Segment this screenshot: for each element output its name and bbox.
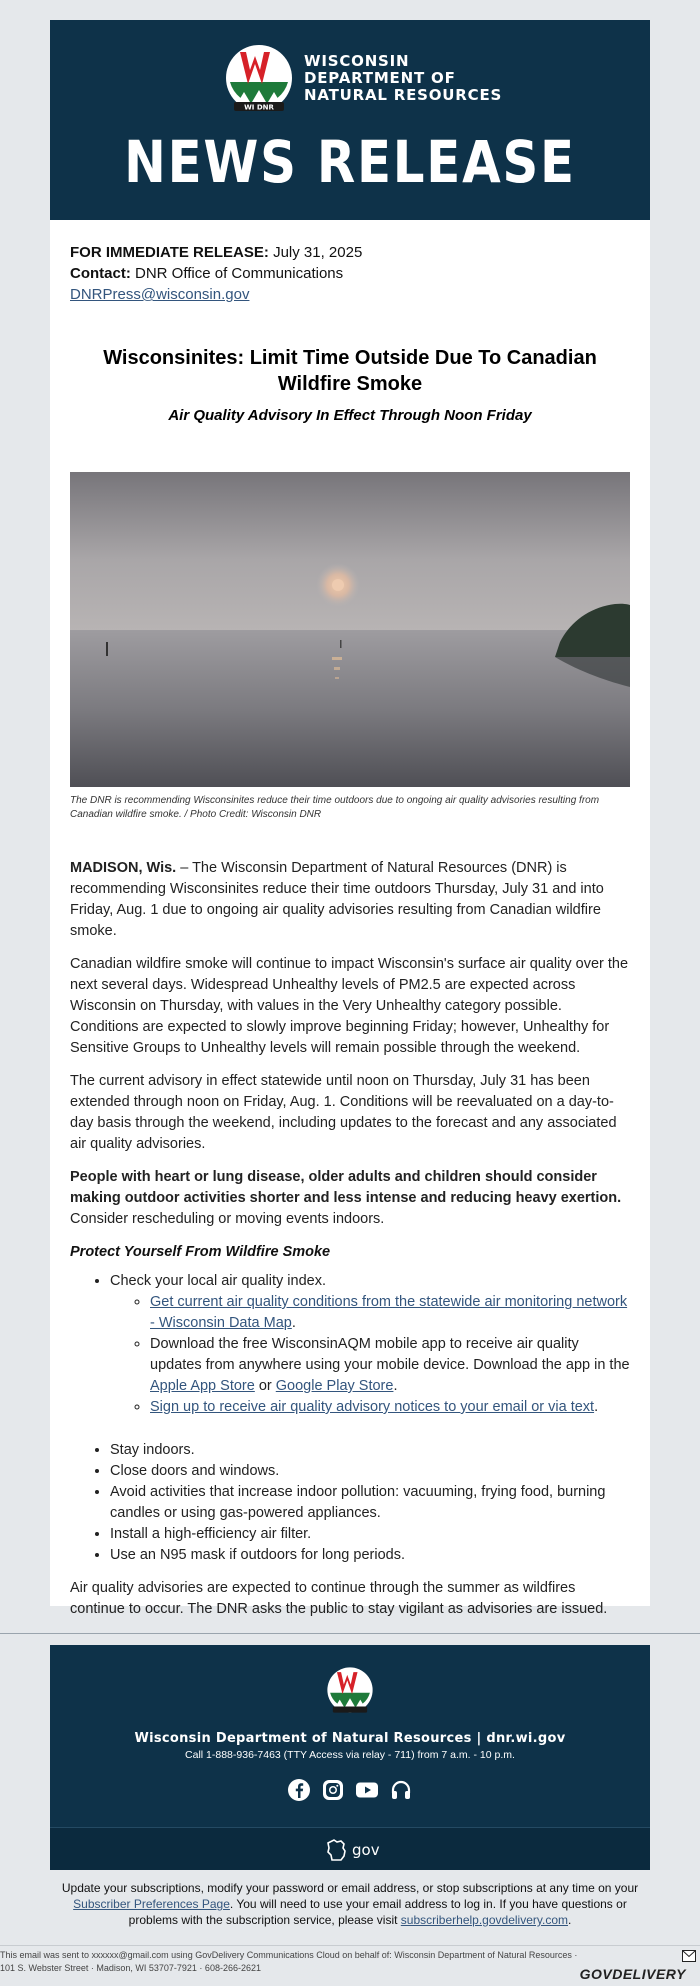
list-item: • Install a high-efficiency air filter.	[110, 1524, 630, 1545]
dateline: MADISON, Wis.	[70, 860, 177, 876]
facebook-icon[interactable]	[287, 1778, 311, 1802]
release-label: FOR IMMEDIATE RELEASE:	[70, 244, 269, 261]
health-warning-rest: Consider rescheduling or moving events indoors.	[70, 1211, 385, 1227]
list-item: • Use an N95 mask if outdoors for long periods.	[110, 1545, 630, 1566]
closing-paragraph: Air quality advisories are expected to continue through the summer as wildfires continue to occur. The DNR asks the public to stay vigilant as advisories are issued.	[70, 1580, 608, 1617]
gov-label: gov	[352, 1841, 380, 1859]
footer-agency-name: Wisconsin Department of Natural Resources | dnr.wi.gov	[134, 1731, 566, 1746]
hazy-lake-photo[interactable]	[70, 472, 630, 787]
wi-dnr-logo-icon	[224, 42, 294, 114]
subscriber-help-link[interactable]: subscriberhelp.govdelivery.com	[400, 1913, 568, 1927]
sent-notice: This email was sent to xxxxxx@gmail.com using GovDelivery Communications Cloud on behalf of: Wisconsin Department of Natural Resources · 101 S. Webster Street · Madison, WI 53707-7921 · 608-266-2621	[0, 1950, 578, 1973]
subheadline: Air Quality Advisory In Effect Through Noon Friday	[168, 407, 532, 424]
podcast-icon[interactable]	[389, 1778, 413, 1802]
list-item	[110, 1271, 630, 1418]
wi-gov-logo[interactable]	[324, 1836, 380, 1864]
agency-name-line3: NATURAL RESOURCES	[304, 85, 503, 104]
list-item: ◦ Download the free WisconsinAQM mobile app to receive air quality updates from anywhere using your mobile device. Download the app in the Apple App Store or Google Play Store.	[150, 1334, 630, 1397]
section-divider	[0, 1633, 700, 1634]
agency-name-line1: WISCONSIN	[304, 51, 410, 70]
contact-email-link[interactable]: DNRPress@wisconsin.gov	[70, 286, 250, 303]
list-item: ◦ Sign up to receive air quality advisory notices to your email or via text.	[150, 1397, 630, 1418]
release-date: July 31, 2025	[273, 244, 363, 261]
bottom-divider	[0, 1945, 700, 1946]
govdelivery-logo[interactable]	[576, 1950, 696, 1982]
header-banner	[50, 20, 650, 220]
release-line	[70, 242, 630, 263]
photo-caption: The DNR is recommending Wisconsinites reduce their time outdoors due to ongoing air quality advisories resulting from Canadian wildfire smoke. / Photo Credit: Wisconsin DNR	[70, 795, 600, 820]
article-body	[50, 822, 650, 1620]
mail-icon	[682, 1950, 696, 1962]
contact-value: DNR Office of Communications	[135, 265, 344, 282]
data-map-link[interactable]: Get current air quality conditions from the statewide air monitoring network - Wisconsin Data Map	[150, 1294, 628, 1331]
protect-heading: Protect Yourself From Wildfire Smoke	[70, 1244, 331, 1260]
resource-list	[110, 1292, 630, 1418]
wisconsin-state-outline-icon	[324, 1837, 350, 1863]
check-index-text: Check your local air quality index.	[110, 1273, 326, 1289]
subscriber-preferences-link[interactable]: Subscriber Preferences Page	[73, 1897, 230, 1911]
footer	[50, 1645, 650, 1870]
paragraph-4	[70, 1167, 630, 1230]
contact-line	[70, 263, 630, 284]
google-play-store-link[interactable]: Google Play Store	[275, 1378, 394, 1394]
instagram-icon[interactable]	[321, 1778, 345, 1802]
app-text: Download the free WisconsinAQM mobile app to receive air quality updates from anywhere using your mobile device. Download the app in the	[150, 1336, 630, 1373]
govdelivery-label: GOVDELIVERY	[579, 1966, 686, 1982]
agency-name-line2: DEPARTMENT OF	[304, 68, 456, 87]
news-release-card	[50, 20, 650, 1617]
agency-logo[interactable]	[224, 42, 502, 114]
subscription-notice: Update your subscriptions, modify your password or email address, or stop subscriptions at any time on your Subscriber Preferences Page. You will need to use your email address to log in. If you have questions or problems with the subscription service, please visit subscriberhelp.govdelivery.com.	[61, 1881, 639, 1927]
paragraph-2: Canadian wildfire smoke will continue to impact Wisconsin's surface air quality over the next several days. Widespread Unhealthy levels of PM2.5 are expected across Wisconsin on Thursday, with values in the Very Unhealthy category possible. Conditions are expected to slowly improve beginning Friday; however, Unhealthy for Sensitive Groups to Unhealthy levels will remain possible through the weekend.	[70, 956, 629, 1056]
health-warning: People with heart or lung disease, older adults and children should consider making outdoor activities shorter and less intense and reducing heavy exertion.	[70, 1169, 622, 1206]
signup-notices-link[interactable]: Sign up to receive air quality advisory notices to your email or via text	[150, 1399, 595, 1415]
footer-gov-band	[50, 1827, 650, 1870]
contact-label: Contact:	[70, 265, 131, 282]
logo-text: WI DNR	[244, 103, 274, 112]
list-item: • Close doors and windows.	[110, 1461, 630, 1482]
news-release-title: NEWS RELEASE	[124, 128, 576, 196]
wi-dnr-footer-logo-icon[interactable]	[326, 1665, 374, 1715]
paragraph-3: The current advisory in effect statewide until noon on Thursday, July 31 has been extended through noon on Friday, Aug. 1. Conditions will be reevaluated on a day-to-day basis through the weekend, including updates to the forecast and any associated air quality advisories.	[70, 1073, 617, 1152]
agency-name	[304, 53, 502, 104]
list-item: ◦ Get current air quality conditions from the statewide air monitoring network - Wisconsin Data Map.	[150, 1292, 630, 1334]
list-item: • Avoid activities that increase indoor pollution: vacuuming, frying food, burning candles or using gas-powered appliances.	[110, 1482, 630, 1524]
apple-app-store-link[interactable]: Apple App Store	[150, 1378, 255, 1394]
paragraph-1	[70, 858, 630, 942]
social-links	[50, 1778, 650, 1802]
list-item: • Stay indoors.	[110, 1440, 630, 1461]
release-meta	[50, 220, 650, 305]
footer-phone: Call 1-888-936-7463 (TTY Access via relay - 711) from 7 a.m. - 10 p.m.	[185, 1749, 515, 1761]
youtube-icon[interactable]	[355, 1778, 379, 1802]
headline: Wisconsinites: Limit Time Outside Due To Canadian Wildfire Smoke	[103, 347, 597, 395]
protect-list	[70, 1271, 630, 1566]
paragraph-1-text: – The Wisconsin Department of Natural Resources (DNR) is recommending Wisconsinites reduce their time outdoors Thursday, July 31 and into Friday, Aug. 1 due to ongoing air quality advisories resulting from Canadian wildfire smoke.	[70, 860, 604, 939]
